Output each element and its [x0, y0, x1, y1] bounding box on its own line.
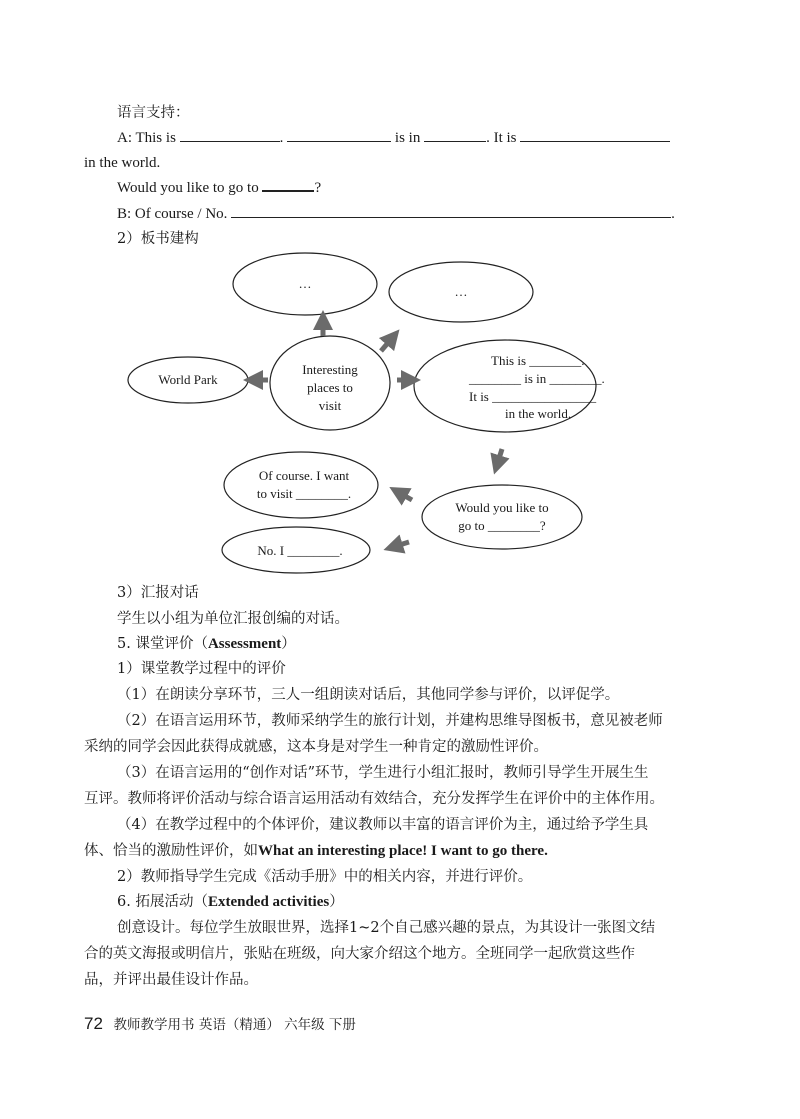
question-text: Would you like to go to: [117, 180, 259, 196]
report-heading: 3）汇报对话: [117, 585, 199, 601]
assessment-p3-line1: （3）在语言运用的“创作对话”环节，学生进行小组汇报时，教师引导学生开展生生: [117, 765, 649, 781]
question-mark: ?: [314, 180, 322, 196]
assessment-heading: [117, 634, 296, 654]
top-right-ellipse-label: …: [454, 284, 468, 299]
arrow-to-no: [393, 542, 409, 547]
assessment-heading-end: ）: [281, 636, 296, 652]
page-number: 72: [84, 1014, 103, 1033]
page-footer: [84, 1014, 356, 1035]
arrow-to-of-course: [398, 492, 412, 500]
bottom-right-line: Would you like to: [455, 500, 549, 515]
center-label-line: places to: [307, 380, 353, 395]
assessment-sub2: 2）教师指导学生完成《活动手册》中的相关内容，并进行评价。: [117, 869, 533, 885]
assessment-p2-line1: （2）在语言运用环节，教师采纳学生的旅行计划，并建构思维导图板书，意见被老师: [117, 713, 663, 729]
bottom-left-top-ellipse: [224, 452, 378, 518]
extended-heading: [117, 892, 344, 912]
extended-line1: 创意设计。每位学生放眼世界，选择1~2个自己感兴趣的景点，为其设计一张图文结: [117, 920, 656, 936]
center-label-line: Interesting: [302, 362, 358, 377]
extended-heading-end: ）: [329, 894, 344, 910]
assessment-p4-cn: 体、恰当的激励性评价，如: [84, 843, 258, 859]
report-text: 学生以小组为单位汇报创编的对话。: [117, 611, 349, 627]
sentence-b-text: B: Of course / No.: [117, 206, 228, 222]
assessment-heading-en: Assessment: [207, 636, 282, 652]
extended-line3: 品，并评出最佳设计作品。: [84, 972, 258, 988]
sentence-a-prefix: A: This is: [117, 130, 176, 146]
sentence-a-end: in the world.: [84, 155, 161, 171]
left-ellipse-label: World Park: [158, 372, 218, 387]
extended-heading-en: Extended activities: [207, 894, 330, 910]
assessment-heading-cn: 5. 课堂评价（: [117, 636, 208, 652]
assessment-p4-en: What an interesting place! I want to go there.: [258, 843, 548, 859]
assessment-sub1: 1）课堂教学过程中的评价: [117, 661, 286, 677]
sentence-a-it-is: . It is: [486, 130, 517, 146]
right-ellipse-line: It is ________________: [469, 389, 597, 404]
book-title: 教师教学用书 英语（精通） 六年级 下册: [113, 1017, 356, 1033]
assessment-p1: （1）在朗读分享环节，三人一组朗读对话后，其他同学参与评价，以评促学。: [117, 687, 620, 703]
bottom-left-bottom-label: No. I ________.: [257, 543, 343, 558]
sentence-b: B: Of course / No. .: [117, 206, 675, 222]
extended-line2: 合的英文海报或明信片，张贴在班级，向大家介绍这个地方。全班同学一起欣赏这些作: [84, 946, 635, 962]
sentence-a: A: This is . is in . It is: [117, 128, 670, 148]
bottom-right-line: go to ________?: [458, 518, 546, 533]
extended-heading-cn: 6. 拓展活动（: [117, 894, 208, 910]
center-label-line: visit: [318, 398, 342, 413]
right-ellipse-line: This is ________.: [491, 353, 585, 368]
sentence-a-is-in: is in: [394, 130, 421, 146]
top-left-ellipse-label: …: [298, 276, 312, 291]
right-ellipse-line: ________ is in ________.: [469, 371, 605, 386]
right-ellipse-line: in the world.: [505, 406, 572, 421]
arrow-down: [497, 449, 502, 465]
assessment-p2-line2: 采纳的同学会因此获得成就感，这本身是对学生一种肯定的激励性评价。: [84, 739, 548, 755]
bottom-right-ellipse: [422, 485, 582, 549]
assessment-p4-line2: [84, 841, 548, 861]
arrow-up-right: [381, 337, 393, 351]
bottom-left-top-line: to visit ________.: [256, 486, 352, 501]
board-heading: 2）板书建构: [117, 231, 199, 247]
assessment-p4-line1: （4）在教学过程中的个体评价，建议教师以丰富的语言评价为主，通过给予学生具: [117, 817, 649, 833]
bottom-left-top-line: Of course. I want: [258, 468, 350, 483]
assessment-p3-line2: 互评。教师将评价活动与综合语言运用活动有效结合，充分发挥学生在评价中的主体作用。: [84, 791, 664, 807]
language-support-title: 语言支持：: [117, 105, 190, 121]
